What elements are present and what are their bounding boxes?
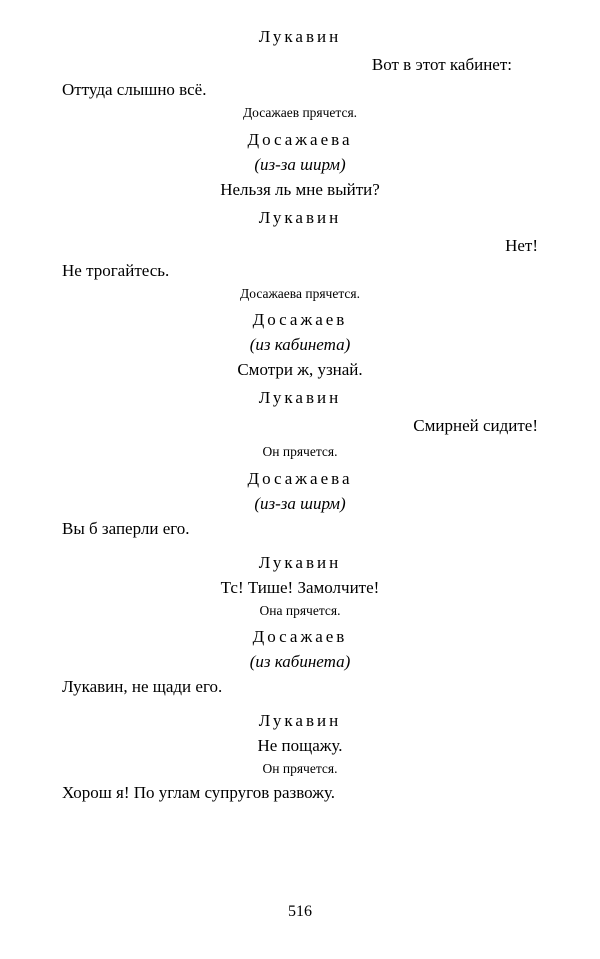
verse-line: Не трогайтесь. (62, 260, 170, 280)
verse-line: Хорош я! По углам супругов развожу. (62, 782, 336, 802)
stage-direction-italic: (из кабинета) (249, 335, 351, 354)
stage-direction: Он прячется. (262, 444, 338, 459)
verse-line: Лукавин, не щади его. (62, 677, 223, 696)
spacer (62, 695, 538, 712)
verse-line: Нельзя ль мне выйти? (220, 179, 380, 199)
speaker-name: Лукавин (258, 207, 342, 227)
speaker-name: Лукавин (258, 711, 342, 730)
spacer (62, 537, 538, 554)
stage-direction: Досажаев прячется. (242, 105, 358, 120)
verse-line: Тс! Тише! Замолчите! (220, 577, 380, 597)
stage-direction-italic: (из-за ширм) (254, 493, 346, 513)
verse-line: Вы б заперли его. (62, 518, 190, 538)
verse-line: Оттуда слышно всё. (62, 80, 207, 99)
verse-line: Не пощажу. (257, 736, 343, 755)
spacer (62, 226, 538, 237)
spacer (62, 120, 538, 131)
speaker-name: Досажаева (247, 129, 353, 149)
speaker-name: Лукавин (258, 552, 342, 572)
stage-direction: Она прячется. (259, 602, 341, 618)
spacer (62, 198, 538, 209)
verse-line: Смирней сидите! (413, 416, 538, 435)
speaker-name: Досажаев (252, 310, 348, 329)
speaker-name: Досажаев (252, 627, 348, 646)
verse-line: Смотри ж, узнай. (237, 360, 363, 379)
verse-line: Нет! (505, 235, 538, 255)
stage-direction: Досажаева прячется. (240, 285, 360, 301)
stage-direction-italic: (из-за ширм) (254, 154, 346, 174)
speaker-name: Лукавин (258, 388, 342, 407)
speaker-name: Досажаева (247, 468, 353, 488)
stage-direction-italic: (из кабинета) (249, 652, 351, 671)
spacer (62, 459, 538, 470)
verse-line: Вот в этот кабинет: (371, 55, 512, 74)
speaker-name: Лукавин (258, 27, 342, 46)
page-number: 516 (288, 903, 312, 920)
stage-direction: Он прячется. (262, 761, 338, 776)
